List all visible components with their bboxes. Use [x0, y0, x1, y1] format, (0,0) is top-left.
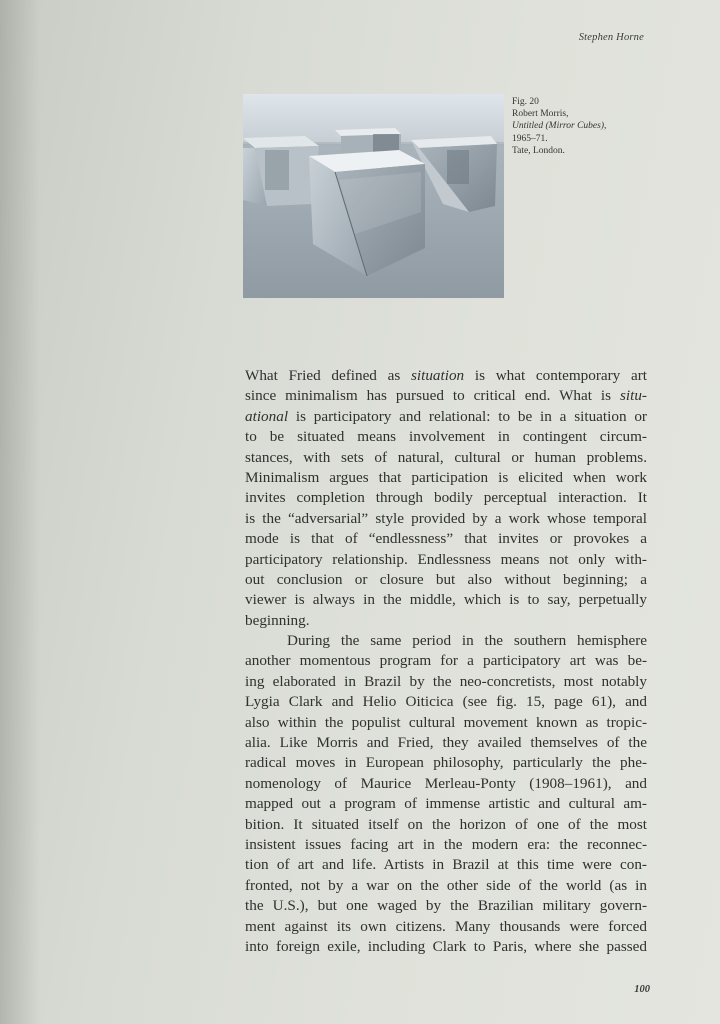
text-line: into foreign exile, including Clark to Paris, where she passed [245, 937, 647, 955]
caption-artist: Robert Morris, [512, 109, 569, 120]
text-line: Minimalism argues that participation is elicited when work [245, 468, 647, 486]
figure-photo-mirror-cubes [243, 94, 504, 298]
text-line: tion of art and life. Artists in Brazil at this time were con- [245, 856, 647, 874]
text-line: mode is that of “endlessness” that invites or provokes a [245, 530, 647, 548]
text-line: also within the populist cultural movement known as tropic- [245, 713, 647, 731]
gutter-shadow [0, 0, 40, 1024]
figure-caption [512, 96, 606, 157]
paragraph-2 [245, 631, 647, 957]
text-line: viewer is always in the middle, which is to say, perpetually [245, 591, 647, 609]
text-line: out conclusion or closure but also without beginning; a [245, 570, 647, 588]
page-number: 100 [634, 984, 650, 995]
paragraph-1 [245, 366, 647, 631]
caption-fig-label: Fig. 20 [512, 97, 539, 107]
body-text [245, 366, 647, 957]
text-line: is the “adversarial” style provided by a work whose temporal [245, 509, 647, 527]
text-line: since minimalism has pursued to critical end. What is situ- [245, 387, 647, 405]
text-line: stances, with sets of natural, cultural or human problems. [245, 448, 647, 466]
caption-collection: Tate, London. [512, 145, 565, 156]
text-line: bition. It situated itself on the horizon of one of the most [245, 815, 647, 833]
text-line: insistent issues facing art in the modern era: the reconnec- [245, 835, 647, 853]
text-line: During the same period in the southern hemisphere [287, 632, 647, 650]
text-line: another momentous program for a participatory art was be- [245, 652, 647, 670]
text-line: mapped out a program of immense artistic and cultural am- [245, 795, 647, 813]
text-line: beginning. [245, 611, 310, 629]
text-line: What Fried defined as situation is what contemporary art [245, 367, 648, 384]
caption-title: Untitled (Mirror Cubes), [512, 121, 607, 132]
running-head: Stephen Horne [578, 32, 644, 43]
text-line: radical moves in European philosophy, particularly the phe- [245, 754, 647, 772]
text-line: ing elaborated in Brazil by the neo-concretists, most notably [245, 672, 647, 690]
text-line: to be situated means involvement in contingent circum- [245, 428, 647, 446]
text-line: ational is participatory and relational: to be in a situation or [245, 407, 647, 425]
text-line: invites completion through bodily perceptual interaction. It [245, 489, 647, 507]
text-line: Lygia Clark and Helio Oiticica (see fig. 15, page 61), and [245, 693, 647, 711]
caption-date: 1965–71. [512, 133, 548, 144]
text-line: nomenology of Maurice Merleau-Ponty (1908–1961), and [245, 774, 647, 792]
text-line: fronted, not by a war on the other side of the world (as in [245, 876, 647, 894]
text-line: ment against its own citizens. Many thousands were forced [245, 917, 647, 935]
text-line: alia. Like Morris and Fried, they availed themselves of the [245, 734, 647, 752]
text-line: participatory relationship. Endlessness means not only with- [245, 550, 647, 568]
text-line: the U.S.), but one waged by the Brazilian military govern- [245, 897, 647, 915]
